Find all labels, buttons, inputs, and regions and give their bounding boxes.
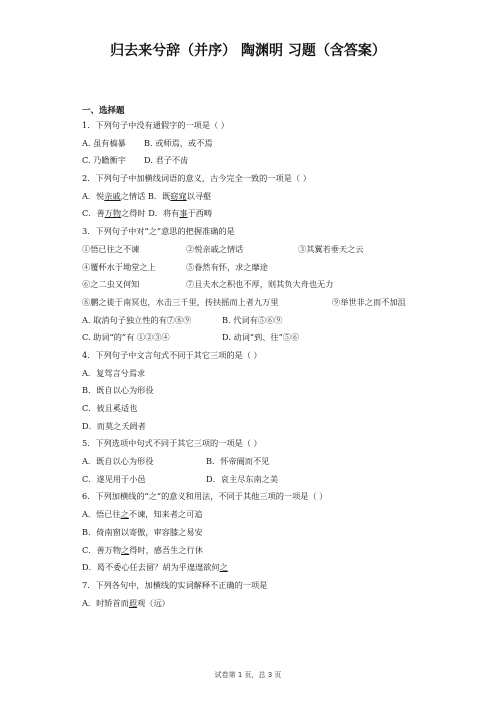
q1-option-d: D. 君子不齿 — [144, 155, 189, 166]
q3-items-row — [82, 259, 462, 277]
q5-stem: 5．下列选项中句式不同于其它三项的一项是（ ） — [82, 438, 262, 449]
q5-option-b: B．怀帝阍而不见 — [206, 456, 270, 467]
q7-a-underline: 遐 — [128, 597, 138, 608]
q6-a-post: 不谏，知来者之可追 — [128, 509, 203, 520]
q3-item: ①悟已往之不谏 — [82, 243, 140, 254]
q7-option-a — [82, 595, 462, 613]
q5-option-c: C．遂见用于小邑 — [82, 473, 146, 484]
q3-items-row — [82, 276, 462, 294]
q5-options-2 — [82, 471, 462, 489]
q2-b-underline: 窈窕 — [170, 190, 187, 201]
q7-a-pre: A．时矫首而 — [82, 597, 129, 608]
q7-a-post: 观（远） — [137, 597, 170, 608]
q3-option-d: D. 动词“到、往”⑤⑥ — [222, 332, 300, 343]
q2-a-underline: 亲戚 — [104, 190, 121, 201]
q3-item: ⑦且夫水之积也不厚，则其负大舟也无力 — [186, 279, 334, 290]
q4-option-c: C．彼且奚适也 — [82, 403, 138, 413]
q1-options-2 — [82, 152, 462, 170]
q6-option-d — [82, 559, 462, 577]
q4-option-d: D．而莫之夭阏者 — [82, 420, 146, 431]
q5-options — [82, 453, 462, 471]
q3-item: ⑤眷然有怀，求之靡途 — [186, 261, 268, 272]
q2-a-pre: A．悦 — [82, 190, 105, 201]
q1-option-c: C. 乃瞻衡宇 — [82, 155, 126, 166]
q6-a-pre: A．悟已往 — [82, 509, 121, 520]
q2-options-2 — [82, 205, 462, 223]
q2-d-pre: D．将有 — [148, 208, 180, 219]
q2-d-post: 于西畴 — [187, 208, 213, 219]
q2-options — [82, 188, 462, 206]
q3-item: ②悦亲戚之情话 — [186, 243, 244, 254]
q3-item: ⑥之二虫又何知 — [82, 279, 140, 290]
q1-options — [82, 135, 462, 153]
q3-item: ⑨举世非之而不加沮 — [332, 296, 406, 307]
q5-option-d: D．哀主尽东南之美 — [206, 473, 279, 484]
q6-c-underline: 之 — [121, 544, 130, 555]
q3-options — [82, 312, 462, 330]
q2-b-post: 以寻壑 — [186, 190, 212, 201]
q3-items-row — [82, 241, 462, 259]
q6-d-underline: 之 — [219, 562, 228, 573]
q2-c-post: 之得时 — [121, 208, 146, 219]
page-footer: 试卷第 1 页，总 3 页 — [214, 671, 282, 679]
q3-item: ③其翼若垂天之云 — [298, 243, 364, 254]
q3-option-c: C. 助词“的”有 ①②③④ — [82, 332, 170, 343]
q6-option-b: B．倚南窗以寄傲，审容膝之易安 — [82, 526, 203, 537]
q3-item: ④覆杯水于坳堂之上 — [82, 261, 156, 272]
q2-c-pre: C．善 — [82, 208, 105, 219]
document-title: 归去来兮辞（并序） 陶渊明 习题（含答案） — [110, 43, 386, 59]
q4-option-b: B．既自以心为形役 — [82, 385, 154, 396]
q7-stem: 7．下列各句中，加横线的实词解释不正确的一项是 — [82, 579, 268, 590]
q6-stem: 6．下列加横线的“之”的意义和用法，不同于其他三项的一项是（ ） — [82, 491, 328, 502]
q3-option-a: A. 取消句子独立性的有⑦⑧⑨ — [82, 314, 192, 325]
q6-c-pre: C．善万物 — [82, 544, 122, 555]
q2-c-underline: 万物 — [104, 208, 122, 219]
q1-option-b: B. 或师焉，或不焉 — [144, 137, 213, 148]
q6-d-pre: D．曷不委心任去留？胡为乎遑遑欲何 — [82, 562, 220, 573]
q3-stem: 3．下列句子中对“之”意思的把握准确的是 — [82, 226, 235, 237]
q2-b-pre: B．既 — [147, 190, 171, 201]
q5-option-a: A．既自以心为形役 — [82, 456, 154, 467]
section-heading: 一、选择题 — [82, 106, 125, 116]
q6-option-a — [82, 506, 462, 524]
q6-c-post: 得时，感吾生之行休 — [129, 544, 203, 555]
q2-d-underline: 事 — [179, 208, 188, 219]
q4-option-a: A．复驾言兮焉求 — [82, 367, 146, 378]
q3-options-2 — [82, 329, 462, 347]
q2-stem: 2．下列句子中加横线词语的意义，古今完全一致的一项是（ ） — [82, 173, 311, 184]
q3-items-row — [82, 294, 462, 312]
q6-a-underline: 之 — [120, 509, 129, 520]
q1-stem: 1．下列句子中没有通假字的一项是（ ） — [82, 120, 229, 130]
q3-option-b: B. 代词有⑤⑥⑨ — [222, 314, 283, 325]
q3-item: ⑧鹏之徙于南冥也，水击三千里，抟扶摇而上者九万里 — [82, 296, 279, 307]
q2-a-post: 之情话 — [120, 190, 146, 201]
question-body — [82, 117, 462, 612]
q6-option-c — [82, 542, 462, 560]
q4-stem: 4．下列句子中文言句式不同于其它三项的是（ ） — [82, 349, 262, 360]
q1-option-a: A. 虽有槁暴 — [82, 137, 126, 148]
